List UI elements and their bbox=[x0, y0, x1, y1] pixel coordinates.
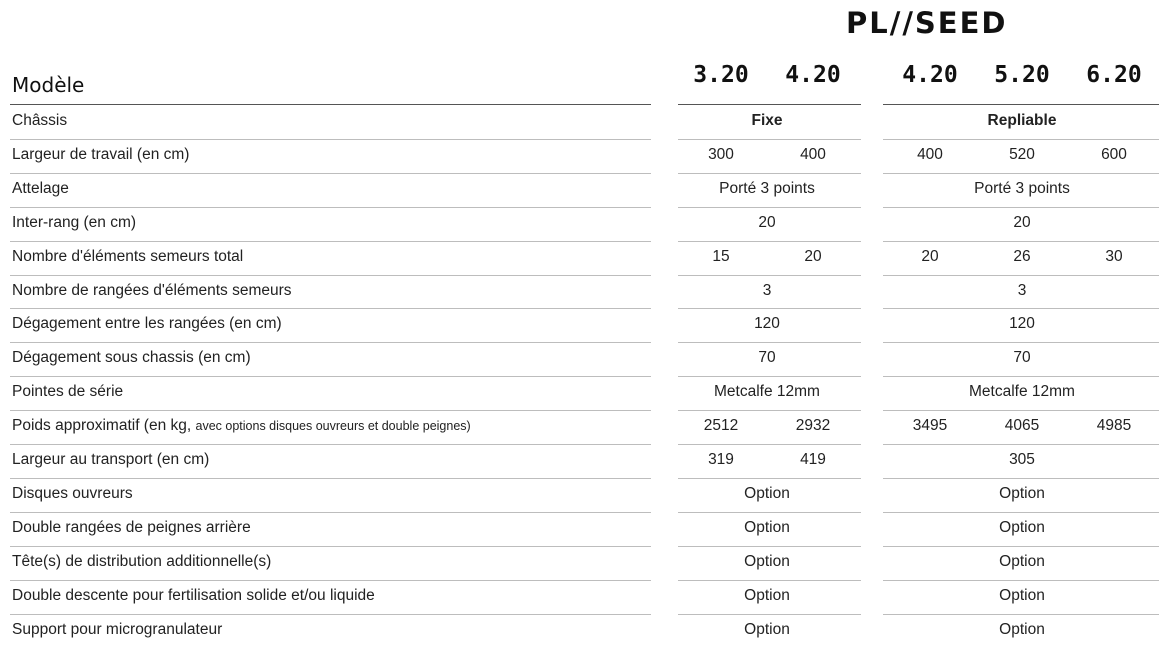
row-divider bbox=[10, 342, 651, 343]
cell-repliable: 3495 bbox=[912, 417, 948, 435]
row-label-text: Support pour microgranulateur bbox=[12, 620, 223, 638]
row-divider bbox=[10, 444, 651, 445]
row-divider bbox=[883, 580, 1159, 581]
cell-repliable: 520 bbox=[1009, 145, 1035, 163]
cell-repliable: Repliable bbox=[987, 112, 1057, 129]
cell-repliable: 400 bbox=[917, 145, 943, 163]
row-label-text: Châssis bbox=[12, 112, 68, 129]
cell-fixe: 419 bbox=[800, 451, 826, 468]
row-divider bbox=[678, 410, 861, 411]
row-divider bbox=[10, 275, 651, 276]
cell-fixe: Fixe bbox=[751, 112, 783, 129]
row-divider bbox=[883, 241, 1159, 242]
row-divider bbox=[10, 376, 651, 377]
row-label bbox=[12, 282, 292, 300]
row-label-note: avec options disques ouvreurs et double peignes) bbox=[195, 419, 471, 434]
cell-fixe: 70 bbox=[758, 349, 776, 367]
row-label-text: Pointes de série bbox=[12, 383, 124, 401]
cell-fixe: Option bbox=[744, 484, 790, 502]
model-fixe-420: 4.20 bbox=[785, 62, 841, 88]
row-divider bbox=[883, 207, 1159, 208]
cell-repliable: 305 bbox=[1009, 451, 1035, 468]
row-divider bbox=[10, 614, 651, 615]
cell-repliable: 120 bbox=[1009, 315, 1035, 333]
cell-fixe: 300 bbox=[708, 145, 734, 163]
row-divider bbox=[883, 173, 1159, 174]
row-label bbox=[12, 519, 251, 537]
row-label bbox=[12, 146, 189, 164]
cell-fixe: 3 bbox=[762, 281, 772, 299]
row-label-text: Largeur au transport (en cm) bbox=[12, 451, 210, 468]
row-label-text: Double descente pour fertilisation solide et/ou liquide bbox=[12, 586, 375, 604]
cell-repliable: Option bbox=[999, 484, 1045, 502]
row-divider bbox=[10, 478, 651, 479]
row-divider bbox=[883, 275, 1159, 276]
row-divider bbox=[883, 444, 1159, 445]
row-label bbox=[12, 112, 67, 130]
row-divider bbox=[883, 512, 1159, 513]
row-label bbox=[12, 214, 136, 232]
row-label-text: Dégagement entre les rangées (en cm) bbox=[12, 315, 282, 333]
row-divider bbox=[883, 342, 1159, 343]
cell-fixe: Option bbox=[744, 552, 790, 570]
header-divider-labels bbox=[10, 104, 651, 105]
cell-fixe: Option bbox=[744, 586, 790, 604]
header-divider-fixe bbox=[678, 104, 861, 105]
row-label bbox=[12, 621, 222, 639]
cell-fixe: 400 bbox=[800, 145, 826, 163]
cell-fixe: 2512 bbox=[703, 417, 739, 435]
row-divider bbox=[678, 139, 861, 140]
row-divider bbox=[678, 546, 861, 547]
row-divider bbox=[10, 139, 651, 140]
cell-fixe: 319 bbox=[708, 451, 734, 468]
row-divider bbox=[678, 342, 861, 343]
row-divider bbox=[10, 308, 651, 309]
row-label bbox=[12, 180, 69, 198]
model-fixe-320: 3.20 bbox=[693, 62, 749, 88]
row-label-text: Nombre de rangées d'éléments semeurs bbox=[12, 281, 292, 299]
row-divider bbox=[678, 207, 861, 208]
cell-repliable: 20 bbox=[1013, 213, 1031, 231]
row-label-text: Nombre d'éléments semeurs total bbox=[12, 247, 244, 265]
row-label bbox=[12, 417, 471, 435]
row-label-text: Inter-rang (en cm) bbox=[12, 213, 137, 231]
row-divider bbox=[10, 512, 651, 513]
row-label bbox=[12, 315, 282, 333]
cell-fixe: Metcalfe 12mm bbox=[714, 383, 820, 401]
cell-fixe: 2932 bbox=[795, 417, 831, 435]
row-label-text: Poids approximatif (en kg, bbox=[12, 417, 196, 435]
row-divider bbox=[678, 376, 861, 377]
row-divider bbox=[678, 512, 861, 513]
row-divider bbox=[678, 308, 861, 309]
cell-repliable: 4065 bbox=[1004, 417, 1040, 435]
row-divider bbox=[678, 173, 861, 174]
cell-repliable: 20 bbox=[921, 247, 939, 265]
row-divider bbox=[883, 478, 1159, 479]
row-label bbox=[12, 553, 271, 571]
row-label bbox=[12, 248, 243, 266]
row-label bbox=[12, 485, 133, 503]
row-divider bbox=[10, 207, 651, 208]
brand-logo-text: PL//SEED bbox=[846, 6, 1008, 40]
model-repliable-420: 4.20 bbox=[902, 62, 958, 88]
row-divider bbox=[883, 546, 1159, 547]
row-label bbox=[12, 451, 209, 469]
row-divider bbox=[678, 580, 861, 581]
cell-repliable: Option bbox=[999, 518, 1045, 536]
row-label-text: Double rangées de peignes arrière bbox=[12, 518, 251, 536]
model-header-label: Modèle bbox=[12, 73, 85, 97]
cell-fixe: 20 bbox=[758, 213, 776, 231]
cell-repliable: 30 bbox=[1105, 247, 1123, 265]
row-divider bbox=[883, 376, 1159, 377]
row-label-text: Disques ouvreurs bbox=[12, 484, 133, 502]
model-repliable-520: 5.20 bbox=[994, 62, 1050, 88]
row-divider bbox=[10, 410, 651, 411]
header-divider-repliable bbox=[883, 104, 1159, 105]
cell-repliable: Porté 3 points bbox=[974, 179, 1070, 197]
row-divider bbox=[678, 478, 861, 479]
row-label-text: Attelage bbox=[12, 179, 69, 197]
row-label bbox=[12, 587, 375, 605]
row-divider bbox=[10, 241, 651, 242]
row-label-text: Tête(s) de distribution additionnelle(s) bbox=[12, 552, 272, 570]
cell-repliable: Option bbox=[999, 620, 1045, 638]
cell-repliable: Option bbox=[999, 586, 1045, 604]
row-label bbox=[12, 349, 251, 367]
row-divider bbox=[10, 173, 651, 174]
row-divider bbox=[678, 444, 861, 445]
row-divider bbox=[883, 410, 1159, 411]
cell-fixe: Option bbox=[744, 620, 790, 638]
cell-repliable: 70 bbox=[1013, 349, 1031, 367]
row-divider bbox=[883, 139, 1159, 140]
cell-repliable: 4985 bbox=[1096, 417, 1132, 435]
row-divider bbox=[678, 275, 861, 276]
cell-repliable: Metcalfe 12mm bbox=[969, 383, 1075, 401]
cell-repliable: 26 bbox=[1013, 247, 1031, 265]
cell-fixe: 15 bbox=[712, 247, 730, 265]
row-divider bbox=[678, 241, 861, 242]
row-divider bbox=[883, 614, 1159, 615]
cell-fixe: Option bbox=[744, 518, 790, 536]
row-divider bbox=[678, 614, 861, 615]
cell-fixe: 20 bbox=[804, 247, 822, 265]
row-label-text: Dégagement sous chassis (en cm) bbox=[12, 349, 251, 367]
row-label-text: Largeur de travail (en cm) bbox=[12, 145, 190, 163]
cell-repliable: 600 bbox=[1101, 145, 1127, 163]
cell-fixe: Porté 3 points bbox=[719, 179, 815, 197]
row-divider bbox=[10, 546, 651, 547]
row-divider bbox=[883, 308, 1159, 309]
cell-repliable: 3 bbox=[1017, 281, 1027, 299]
row-divider bbox=[10, 580, 651, 581]
cell-repliable: Option bbox=[999, 552, 1045, 570]
row-label bbox=[12, 383, 123, 401]
model-repliable-620: 6.20 bbox=[1086, 62, 1142, 88]
cell-fixe: 120 bbox=[754, 315, 780, 333]
